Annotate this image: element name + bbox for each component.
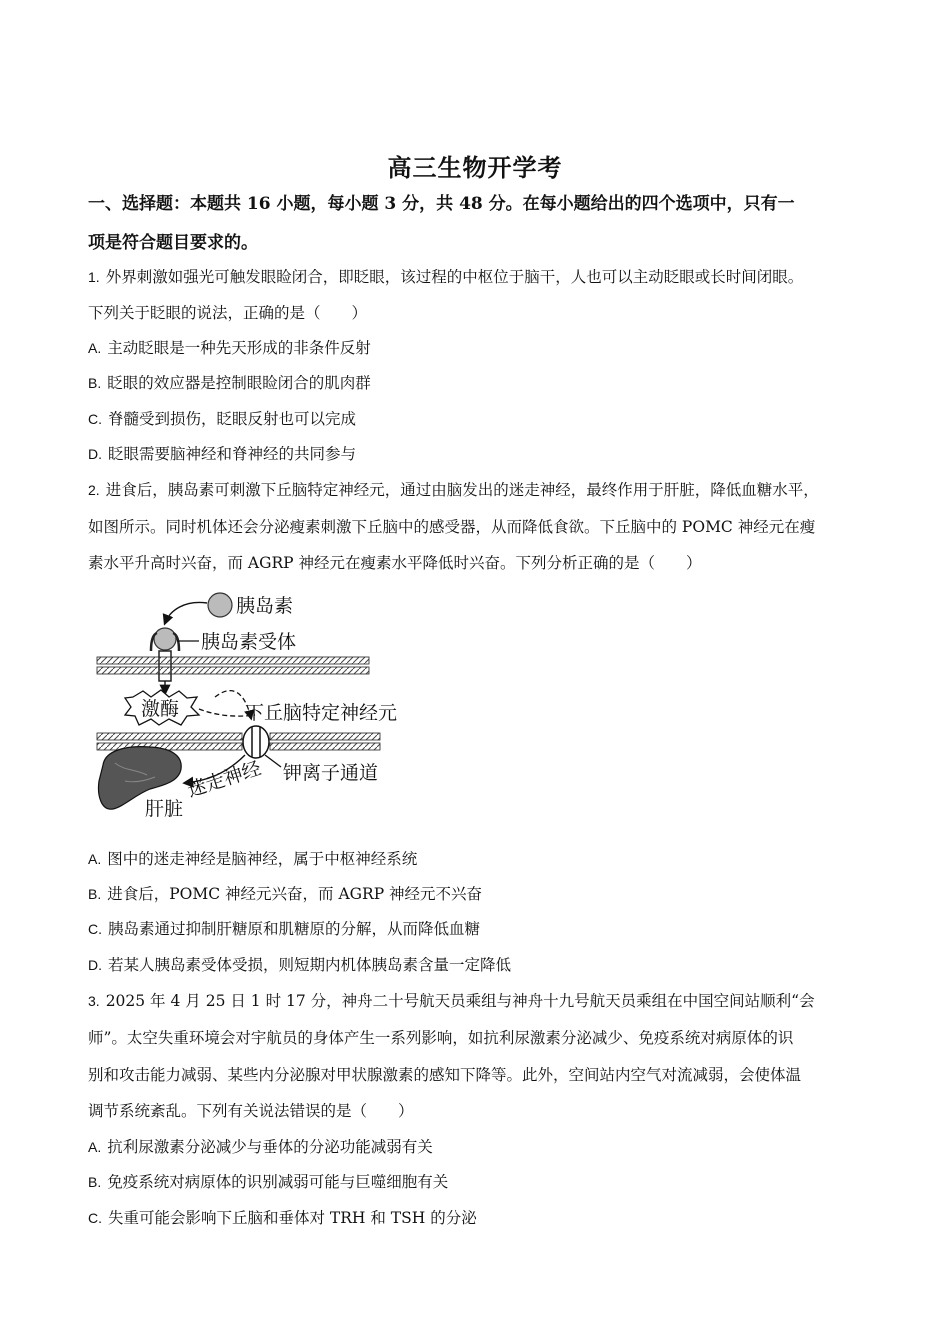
channel-leader-line: [265, 755, 281, 767]
option-label: B.: [88, 1174, 102, 1190]
q2-option-a: [88, 848, 878, 870]
q2-option-d: [88, 954, 878, 976]
lower-membrane-bottom-right: [270, 743, 380, 750]
label-vagus: 迷走神经: [184, 757, 264, 802]
q1-stem-text1: 外界刺激如强光可触发眼睑闭合，即眨眼，该过程的中枢位于脑干，人也可以主动眨眼或长时间闭眼。: [105, 268, 804, 286]
option-label: C.: [88, 411, 102, 427]
label-receptor: 胰岛素受体: [201, 631, 297, 653]
option-label: D.: [88, 957, 102, 973]
option-label: A.: [88, 851, 102, 867]
q1-option-a: [88, 337, 878, 359]
option-label: A.: [88, 340, 102, 356]
q1-number: 1.: [88, 269, 100, 285]
label-enzyme: 激酶: [141, 698, 180, 720]
option-label: A.: [88, 1139, 102, 1155]
q3-option-a: [88, 1136, 878, 1158]
q2-option-c: [88, 918, 878, 940]
option-text: 抗利尿激素分泌减少与垂体的分泌功能减弱有关: [107, 1138, 433, 1156]
receptor-stem-icon: [159, 651, 171, 681]
insulin-molecule-icon: [208, 593, 232, 617]
option-label: C.: [88, 1210, 102, 1226]
upper-membrane-bottom: [97, 667, 369, 674]
option-label: C.: [88, 921, 102, 937]
label-channel: 钾离子通道: [283, 762, 379, 784]
option-text: 主动眨眼是一种先天形成的非条件反射: [107, 339, 371, 357]
option-text: 脊髓受到损伤，眨眼反射也可以完成: [108, 410, 357, 428]
q3-option-c: [88, 1207, 878, 1229]
section-heading-line2: 项是符合题目要求的。: [88, 233, 258, 253]
option-text: 眨眼的效应器是控制眼睑闭合的肌肉群: [107, 374, 371, 392]
lower-membrane-top-right: [270, 733, 380, 740]
option-text: 失重可能会影响下丘脑和垂体对 TRH 和 TSH 的分泌: [108, 1209, 477, 1227]
q2-stem-line3: 素水平升高时兴奋，而 AGRP 神经元在瘦素水平降低时兴奋。下列分析正确的是（ ）: [88, 554, 702, 572]
q1-option-b: [88, 372, 878, 394]
option-text: 图中的迷走神经是脑神经，属于中枢神经系统: [107, 850, 418, 868]
page-title: 高三生物开学考: [387, 153, 563, 182]
potassium-channel-icon: [243, 726, 269, 758]
label-liver: 肝脏: [145, 798, 184, 820]
option-label: B.: [88, 886, 102, 902]
q2-number: 2.: [88, 482, 100, 498]
bound-insulin-icon: [154, 628, 176, 650]
upper-membrane-top: [97, 657, 369, 664]
label-insulin: 胰岛素: [236, 595, 294, 617]
q3-option-b: [88, 1171, 878, 1193]
section-heading-line1: 一、选择题：本题共 16 小题，每小题 3 分，共 48 分。在每小题给出的四个选项中，只有一: [88, 194, 795, 214]
option-text: 若某人胰岛素受体受损，则短期内机体胰岛素含量一定降低: [108, 956, 512, 974]
q3-number: 3.: [88, 993, 100, 1009]
lower-membrane-top-left: [97, 733, 242, 740]
q2-option-b: [88, 883, 878, 905]
q1-stem-line2: 下列关于眨眼的说法，正确的是（ ）: [88, 304, 368, 322]
option-label: D.: [88, 446, 102, 462]
insulin-arrow: [165, 602, 207, 623]
q1-stem-line1: [88, 266, 878, 288]
q2-stem-line2: 如图所示。同时机体还会分泌瘦素刺激下丘脑中的感受器，从而降低食欲。下丘脑中的 POMC 神经元在瘦: [88, 518, 816, 536]
q3-stem-line2: 师”。太空失重环境会对宇航员的身体产生一系列影响，如抗利尿激素分泌减少、免疫系统对病原体的识: [88, 1029, 794, 1047]
q3-stem-text1: 2025 年 4 月 25 日 1 时 17 分，神舟二十号航天员乘组与神舟十九号航天员乘组在中国空间站顺利“会: [105, 992, 815, 1010]
q3-stem-line1: [88, 990, 878, 1012]
q1-option-c: [88, 408, 878, 430]
lower-membrane-bottom-left: [97, 743, 242, 750]
q1-option-d: [88, 443, 878, 465]
option-label: B.: [88, 375, 102, 391]
figure-svg: [95, 585, 425, 825]
insulin-pathway-figure: [95, 585, 425, 825]
option-text: 眨眼需要脑神经和脊神经的共同参与: [108, 445, 357, 463]
option-text: 免疫系统对病原体的识别减弱可能与巨噬细胞有关: [107, 1173, 449, 1191]
q2-stem-line1: [88, 479, 878, 501]
label-neuron: 下丘脑特定神经元: [245, 702, 398, 724]
q2-stem-text1: 进食后，胰岛素可刺激下丘脑特定神经元，通过由脑发出的迷走神经，最终作用于肝脏，降低血糖水平，: [105, 481, 819, 499]
option-text: 进食后，POMC 神经元兴奋，而 AGRP 神经元不兴奋: [107, 885, 483, 903]
option-text: 胰岛素通过抑制肝糖原和肌糖原的分解，从而降低血糖: [108, 920, 481, 938]
q3-stem-line3: 别和攻击能力减弱、某些内分泌腺对甲状腺激素的感知下降等。此外，空间站内空气对流减弱，会使体温: [88, 1066, 802, 1084]
q3-stem-line4: 调节系统紊乱。下列有关说法错误的是（ ）: [88, 1102, 414, 1120]
